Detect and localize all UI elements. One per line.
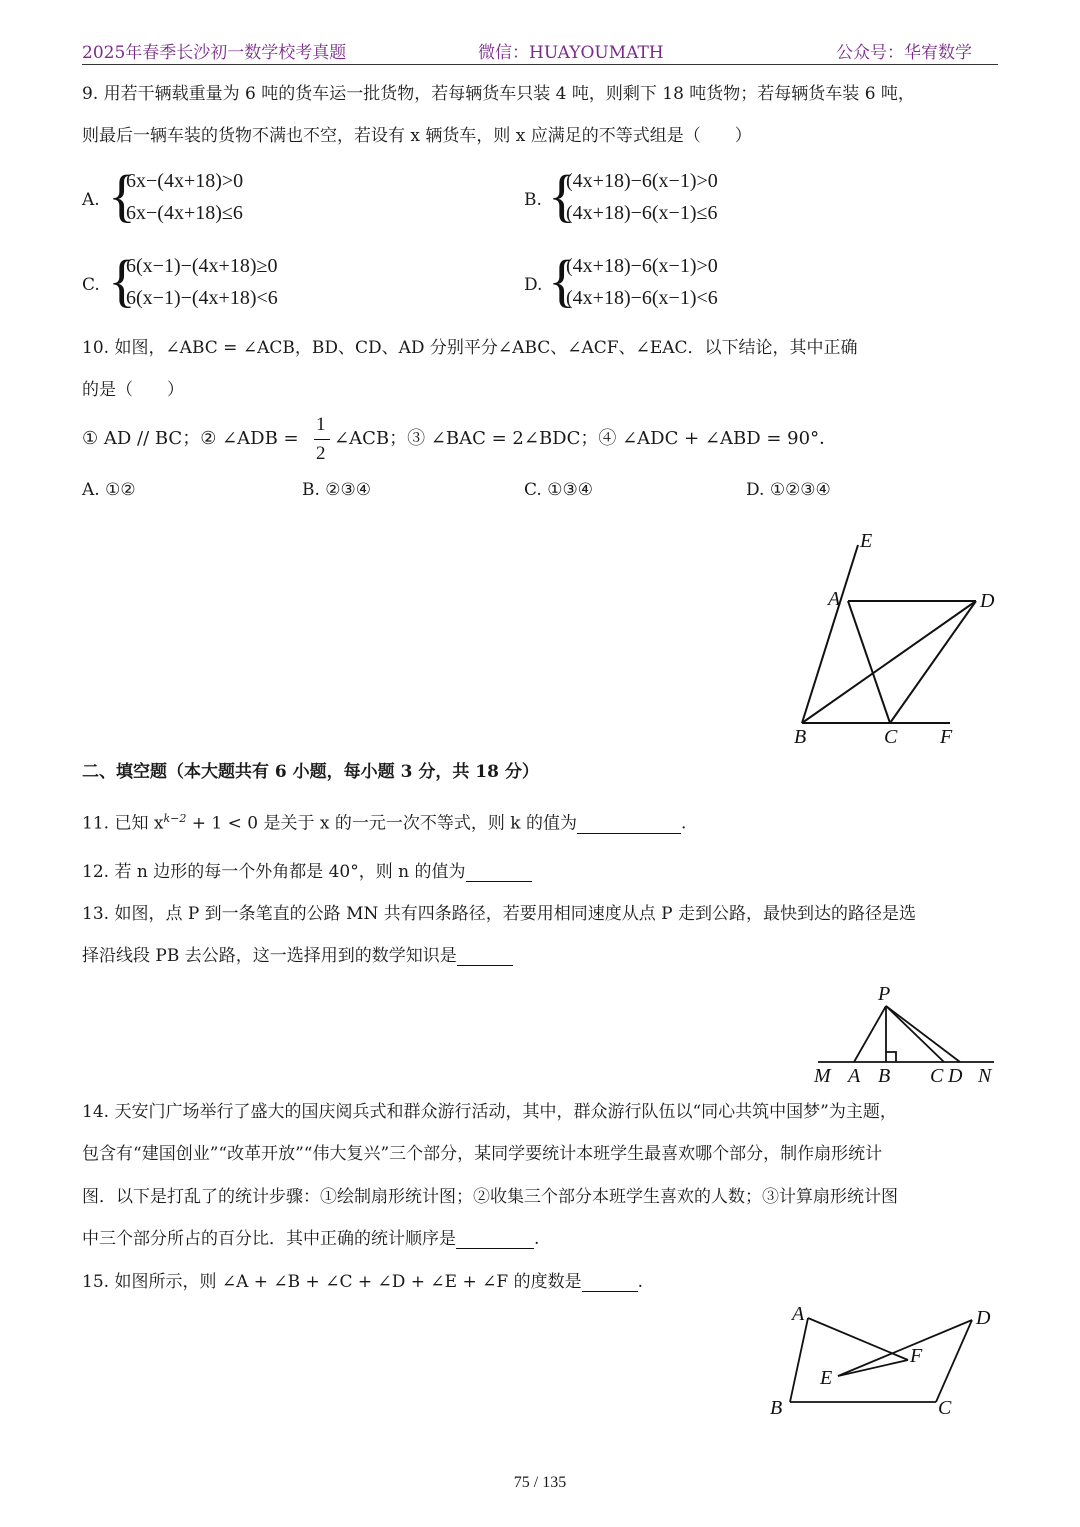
q13-label-n: N <box>978 1065 992 1087</box>
q10-label-d: D <box>980 590 995 612</box>
q10-figure <box>790 525 1000 750</box>
q13-path-pa <box>854 1006 886 1062</box>
q11-end: . <box>680 813 687 834</box>
q10-fraction-bar <box>314 439 330 440</box>
header-left: 2025年春季长沙初一数学校考真题 <box>82 43 347 63</box>
q13-label-d: D <box>948 1065 963 1087</box>
q15-answer-blank[interactable] <box>582 1275 638 1292</box>
q15-label-d: D <box>976 1307 991 1329</box>
page-number: 75 / 135 <box>513 1474 567 1491</box>
q15-line-ef <box>838 1360 908 1376</box>
q14-line3: 图．以下是打乱了的统计步骤：①绘制扇形统计图；②收集三个部分本班学生喜欢的人数；③计算扇形统计图 <box>82 1187 898 1207</box>
q10-line2: 的是（ ） <box>82 380 184 400</box>
q9-option-c-row1: 6(x−1)−(4x+18)≥0 <box>126 255 278 277</box>
section2-title: 二、填空题（本大题共有 6 小题，每小题 3 分，共 18 分） <box>82 762 539 782</box>
q10-line-cd <box>890 601 976 723</box>
q13-line1: 13. 如图，点 P 到一条笔直的公路 MN 共有四条路径，若要用相同速度从点 P 走到公路，最快到达的路径是选 <box>82 904 917 924</box>
q9-option-d-row1: (4x+18)−6(x−1)>0 <box>566 255 718 277</box>
q13-figure <box>810 982 1000 1088</box>
q11-text-a: 11. 已知 x <box>82 813 164 834</box>
q10-option-a: A. ①② <box>82 480 136 500</box>
q10-option-b: B. ②③④ <box>302 480 372 500</box>
q9-option-c-brace: { <box>108 248 136 313</box>
q14-line4-wrap <box>82 1229 539 1249</box>
q10-line-bd <box>802 601 976 723</box>
q13-line2: 择沿线段 PB 去公路，这一选择用到的数学知识是 <box>82 946 457 966</box>
q9-option-d-brace: { <box>548 248 576 313</box>
q15-end: . <box>637 1272 643 1292</box>
q14-line1: 14. 天安门广场举行了盛大的国庆阅兵式和群众游行活动，其中，群众游行队伍以“同心共筑中国梦”为主题， <box>82 1102 897 1122</box>
q13-path-pc <box>886 1006 944 1062</box>
q14-answer-blank[interactable] <box>456 1232 534 1249</box>
q10-line-ac <box>848 601 890 723</box>
q13-line2-wrap <box>82 946 513 966</box>
q9-option-b-row2: (4x+18)−6(x−1)≤6 <box>566 202 718 224</box>
q10-statements-part2: ∠ACB；③ ∠BAC = 2∠BDC；④ ∠ADC + ∠ABD = 90°． <box>334 428 838 449</box>
q14-end: . <box>534 1229 540 1249</box>
q10-fraction-denominator: 2 <box>316 443 326 464</box>
q12-text: 12. 若 n 边形的每一个外角都是 40°，则 n 的值为 <box>82 862 466 882</box>
q13-answer-blank[interactable] <box>457 949 513 966</box>
q9-option-a-row1: 6x−(4x+18)>0 <box>126 170 244 192</box>
q15-label-e: E <box>820 1367 833 1389</box>
q15-figure <box>764 1300 1004 1422</box>
q9-option-c-row2: 6(x−1)−(4x+18)<6 <box>126 287 278 309</box>
q10-label-c: C <box>884 726 898 748</box>
q10-label-a: A <box>828 588 841 610</box>
q9-option-b-brace: { <box>548 163 576 228</box>
q15-line-ab <box>790 1318 808 1402</box>
q15-label-b: B <box>770 1397 783 1419</box>
q9-option-a-label: A. <box>82 190 100 210</box>
q9-option-d-row2: (4x+18)−6(x−1)<6 <box>566 287 718 309</box>
q11-exponent: k−2 <box>163 812 187 825</box>
q10-label-e: E <box>860 530 873 552</box>
q13-label-c: C <box>930 1065 944 1087</box>
q13-label-p: P <box>878 983 891 1005</box>
q12-answer-blank[interactable] <box>466 865 532 882</box>
q14-line2: 包含有“建国创业”“改革开放”“伟大复兴”三个部分，某同学要统计本班学生最喜欢哪个部分，制作扇形统计 <box>82 1144 883 1164</box>
header-right: 公众号：华宥数学 <box>836 43 972 63</box>
q13-label-a: A <box>848 1065 861 1087</box>
q15-question <box>82 1272 643 1292</box>
q10-option-c: C. ①③④ <box>524 480 593 500</box>
q14-line4: 中三个部分所占的百分比．其中正确的统计顺序是 <box>82 1229 456 1249</box>
header-divider <box>82 64 998 65</box>
q12-question <box>82 862 532 882</box>
q11-question <box>82 812 686 834</box>
header-center: 微信：HUAYOUMATH <box>478 43 664 63</box>
q9-option-a-brace: { <box>108 163 136 228</box>
q9-option-a-row2: 6x−(4x+18)≤6 <box>126 202 243 224</box>
q15-label-a: A <box>792 1303 805 1325</box>
q9-option-b-label: B. <box>524 190 542 210</box>
q10-line-be <box>802 545 858 723</box>
q13-right-angle-mark <box>886 1052 896 1062</box>
q11-answer-blank[interactable] <box>577 817 681 834</box>
q15-text: 15. 如图所示，则 ∠A + ∠B + ∠C + ∠D + ∠E + ∠F 的度数是 <box>82 1272 582 1292</box>
q13-path-pd <box>886 1006 960 1062</box>
q10-label-f: F <box>940 726 953 748</box>
q9-line2: 则最后一辆车装的货物不满也不空，若设有 x 辆货车，则 x 应满足的不等式组是（ ） <box>82 126 752 146</box>
q9-option-c-label: C. <box>82 275 100 295</box>
q10-statements-part1: ① AD // BC；② ∠ADB = <box>82 428 299 449</box>
q11-text-b: + 1 < 0 是关于 x 的一元一次不等式，则 k 的值为 <box>186 813 577 834</box>
q10-fraction-numerator: 1 <box>316 414 326 435</box>
q9-line1: 9. 用若干辆载重量为 6 吨的货车运一批货物，若每辆货车只装 4 吨，则剩下 18 吨货物；若每辆货车装 6 吨， <box>82 84 915 104</box>
q10-line1: 10. 如图，∠ABC = ∠ACB，BD、CD、AD 分别平分∠ABC、∠ACF、∠EAC．以下结论，其中正确 <box>82 338 858 358</box>
q15-label-c: C <box>938 1397 952 1419</box>
q9-option-b-row1: (4x+18)−6(x−1)>0 <box>566 170 718 192</box>
q13-label-m: M <box>814 1065 831 1087</box>
q10-label-b: B <box>794 726 807 748</box>
q13-label-b: B <box>878 1065 891 1087</box>
q9-option-d-label: D. <box>524 275 543 295</box>
q10-option-d: D. ①②③④ <box>746 480 831 500</box>
q15-label-f: F <box>910 1345 923 1367</box>
